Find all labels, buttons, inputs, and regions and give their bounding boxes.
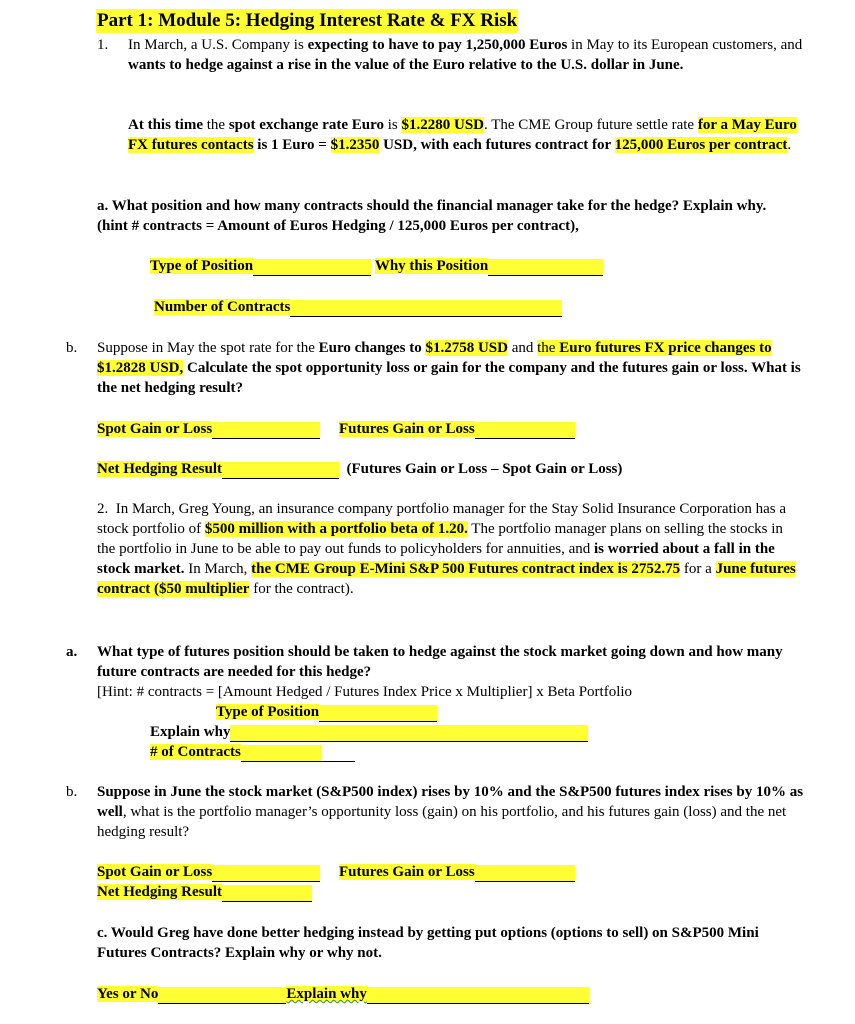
spot-gain-or-loss-label: Spot Gain or Loss xyxy=(97,421,213,437)
q2-futures-gain-or-loss-label: Futures Gain or Loss xyxy=(338,864,475,880)
type-of-position-label: Type of Position xyxy=(150,258,254,274)
question-1-intro xyxy=(128,35,818,75)
question-1b-prompt xyxy=(97,338,812,398)
text-run: $500 million with a portfolio beta of 1.20. xyxy=(204,521,468,537)
q1-type-of-position-field[interactable] xyxy=(150,256,603,276)
text-run: In March, a U.S. Company is xyxy=(128,37,308,53)
number-of-contracts-label: Number of Contracts xyxy=(154,299,291,315)
text-run: $1.2280 USD xyxy=(401,117,484,133)
text-run: for a May Euro FX futures contacts xyxy=(128,117,797,153)
text-run: In March, Greg Young, an insurance company portfolio manager for the Stay Solid Insurance Corporation has a stock portfolio of xyxy=(97,501,786,537)
text-run: Euro changes to xyxy=(318,340,426,356)
text-run: each futures contract for xyxy=(452,137,615,153)
futures-gain-or-loss-label: Futures Gain or Loss xyxy=(338,421,475,437)
text-run: , what is the portfolio manager’s opportunity loss (gain) on his portfolio, and his futures gain (loss) and the net hedging result? xyxy=(97,804,787,840)
explain-why-blank[interactable] xyxy=(367,987,589,1004)
q2-type-of-position-field[interactable] xyxy=(216,702,437,722)
question-2a-hint: [Hint: # contracts = [Amount Hedged / Futures Index Price x Multiplier] x Beta Portfolio xyxy=(97,684,633,700)
why-this-position-label: Why this Position xyxy=(374,258,489,274)
q2-gain-loss-row xyxy=(97,862,575,882)
q2-type-of-position-blank[interactable] xyxy=(319,705,437,722)
futures-gain-or-loss-blank[interactable] xyxy=(475,422,575,439)
text-run: Suppose in May the spot rate for the xyxy=(97,340,319,356)
text-run: In March, xyxy=(184,561,252,577)
question-1a-prompt: a. What position and how many contracts should the financial manager take for the hedge? Explain why. (hint # contracts = Amount of Euros Hedging / 125,000 Euros per contract), xyxy=(97,198,767,234)
yes-or-no-blank[interactable] xyxy=(158,987,286,1004)
q2-futures-gain-or-loss-blank[interactable] xyxy=(475,865,575,882)
text-run: June futures contract ($50 multiplier xyxy=(97,561,796,597)
text-run: Suppose in June the stock market (S&P500 index) rises by 10% and the S&P500 futures index rises by 10% as well xyxy=(97,784,804,820)
text-run: expecting to have to pay 1,250,000 Euros xyxy=(307,37,568,53)
question-2a-label: a. xyxy=(66,644,78,660)
q2-type-of-position-label: Type of Position xyxy=(216,704,320,720)
text-run: and xyxy=(507,340,538,356)
question-2-number: 2. xyxy=(97,501,109,517)
text-run: is 1 Euro = xyxy=(253,137,331,153)
q2-spot-gain-or-loss-label: Spot Gain or Loss xyxy=(97,864,213,880)
question-2b-prompt xyxy=(97,782,817,842)
explain-why-label: Explain why xyxy=(286,986,367,1002)
q2-net-hedging-row xyxy=(97,882,312,902)
spot-gain-or-loss-blank[interactable] xyxy=(212,422,320,439)
text-run: USD, with xyxy=(379,137,453,153)
q2-num-contracts-field[interactable] xyxy=(150,742,355,762)
q2-explain-why-label: Explain why xyxy=(150,724,231,740)
net-hedging-result-label: Net Hedging Result xyxy=(97,461,222,477)
yes-or-no-label: Yes or No xyxy=(97,986,159,1002)
text-run: the CME Group E-Mini S&P 500 Futures contract index is 2752.75 xyxy=(251,561,681,577)
text-run: in May to its European customers, and xyxy=(567,37,803,53)
text-run: the xyxy=(537,340,560,356)
q2-num-contracts-blank-tail xyxy=(321,745,355,762)
text-run: At this time xyxy=(128,117,203,133)
q1-number-of-contracts-field[interactable] xyxy=(154,297,562,317)
text-run: $1.2350 xyxy=(330,137,380,153)
text-run: . xyxy=(787,137,792,153)
text-run: $1.2758 USD xyxy=(425,340,508,356)
q2-explain-why-field[interactable] xyxy=(150,722,588,742)
q1-net-hedging-row xyxy=(97,459,622,479)
text-run: for the contract). xyxy=(249,581,354,597)
question-1-number: 1. xyxy=(97,37,109,53)
question-2-text xyxy=(97,501,796,597)
q2-num-contracts-blank[interactable] xyxy=(241,745,321,762)
question-2a-prompt: What type of futures position should be taken to hedge against the stock market going down and how many future contracts are needed for this hedge? xyxy=(97,644,783,680)
text-run: 125,000 Euros per contract xyxy=(614,137,788,153)
text-run: the xyxy=(203,117,229,133)
q1-gain-loss-row xyxy=(97,419,575,439)
text-run: . The CME Group future settle rate xyxy=(484,117,698,133)
question-2c-prompt: c. Would Greg have done better hedging instead by getting put options (options to sell) on S&P500 Mini Futures Contracts? Explain why or why not. xyxy=(97,925,759,961)
q2-explain-why-blank[interactable] xyxy=(230,725,588,742)
question-1-info xyxy=(128,115,818,155)
text-run: Euro futures FX price changes to $1.2828 USD, xyxy=(97,340,772,376)
text-run: is worried about a fall in the stock market. xyxy=(97,541,775,577)
net-hedging-result-blank[interactable] xyxy=(222,462,339,479)
q2-yes-no-row xyxy=(97,984,589,1004)
text-run: Calculate the spot opportunity loss or gain for the company and the futures gain or loss. What is the net hedging result? xyxy=(97,360,801,396)
text-run: spot exchange rate Euro xyxy=(228,117,384,133)
q2-spot-gain-or-loss-blank[interactable] xyxy=(212,865,320,882)
page-title: Part 1: Module 5: Hedging Interest Rate & FX Risk xyxy=(97,10,518,31)
text-run: The portfolio manager plans on selling the stocks in the portfolio in June to be able to pay out funds to policyholders for annuities, and xyxy=(97,521,783,557)
text-run: for a xyxy=(680,561,716,577)
question-2-intro xyxy=(97,499,797,599)
text-run: wants to hedge against a rise in the value of the Euro relative to the U.S. dollar in June. xyxy=(128,57,684,73)
q2-net-hedging-result-label: Net Hedging Result xyxy=(97,884,222,900)
text-run: is xyxy=(383,117,402,133)
q2-net-hedging-result-blank[interactable] xyxy=(222,885,312,902)
q2-num-contracts-label: # of Contracts xyxy=(150,744,241,760)
number-of-contracts-blank[interactable] xyxy=(290,300,562,317)
question-1b-label: b. xyxy=(66,340,78,356)
question-2b-label: b. xyxy=(66,784,78,800)
net-hedging-formula: (Futures Gain or Loss – Spot Gain or Loss) xyxy=(346,461,623,477)
type-of-position-blank[interactable] xyxy=(253,259,371,276)
why-this-position-blank[interactable] xyxy=(488,259,603,276)
